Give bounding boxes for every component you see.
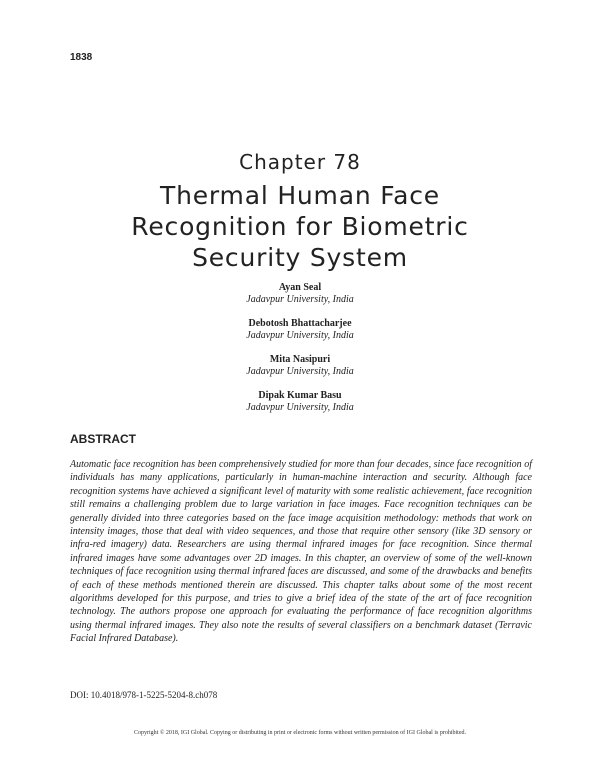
author-block (0, 318, 600, 342)
abstract-text: Automatic face recognition has been comprehensively studied for more than four decades, since face recognition of individuals has many applications, particularly in human-machine interaction and security. Although face recognition systems have achieved a significant level of maturity with some realistic achievement, face recognition still remains a challenging problem due to large variation in face images. Face recognition techniques can be generally divided into three categories based on the face image acquisition methodology: methods that work on intensity images, those that deal with video sequences, and those that require other sensory (like 3D sensory or infra-red imagery) data. Researchers are using thermal infrared images for face recognition. Since thermal infrared images have some advantages over 2D images. In this chapter, an overview of some of the well-known techniques of face recognition using thermal infrared faces are discussed, and some of the drawbacks and benefits of each of these methods mentioned therein are discussed. This chapter talks about some of the most recent algorithms developed for this purpose, and tries to give a brief idea of the state of the art of face recognition technology. The authors propose one approach for evaluating the performance of face recognition algorithms using thermal infrared images. They also note the results of several classifiers on a benchmark dataset (Terravic Facial Infrared Database). (70, 459, 532, 645)
page-number: 1838 (70, 52, 93, 63)
author-affiliation: Jadavpur University, India (246, 402, 354, 413)
author-block (0, 390, 600, 414)
chapter-label: Chapter 78 (239, 150, 361, 174)
copyright-notice: Copyright © 2018, IGI Global. Copying or distributing in print or electronic forms without written permission of IGI Global is prohibited. (133, 730, 466, 736)
title-line: Thermal Human Face (160, 181, 440, 210)
chapter-title (0, 180, 600, 273)
author-affiliation: Jadavpur University, India (246, 294, 354, 305)
author-name: Ayan Seal (278, 282, 322, 293)
abstract-heading: ABSTRACT (70, 432, 136, 446)
author-block (0, 354, 600, 378)
author-list (0, 282, 600, 426)
author-name: Dipak Kumar Basu (258, 390, 342, 401)
author-affiliation: Jadavpur University, India (246, 330, 354, 341)
author-block (0, 282, 600, 306)
title-line: Security System (192, 243, 408, 272)
author-name: Mita Nasipuri (269, 354, 331, 365)
author-affiliation: Jadavpur University, India (246, 366, 354, 377)
doi: DOI: 10.4018/978-1-5225-5204-8.ch078 (70, 690, 218, 700)
title-line: Recognition for Biometric (131, 212, 469, 241)
author-name: Debotosh Bhattacharjee (248, 318, 352, 329)
